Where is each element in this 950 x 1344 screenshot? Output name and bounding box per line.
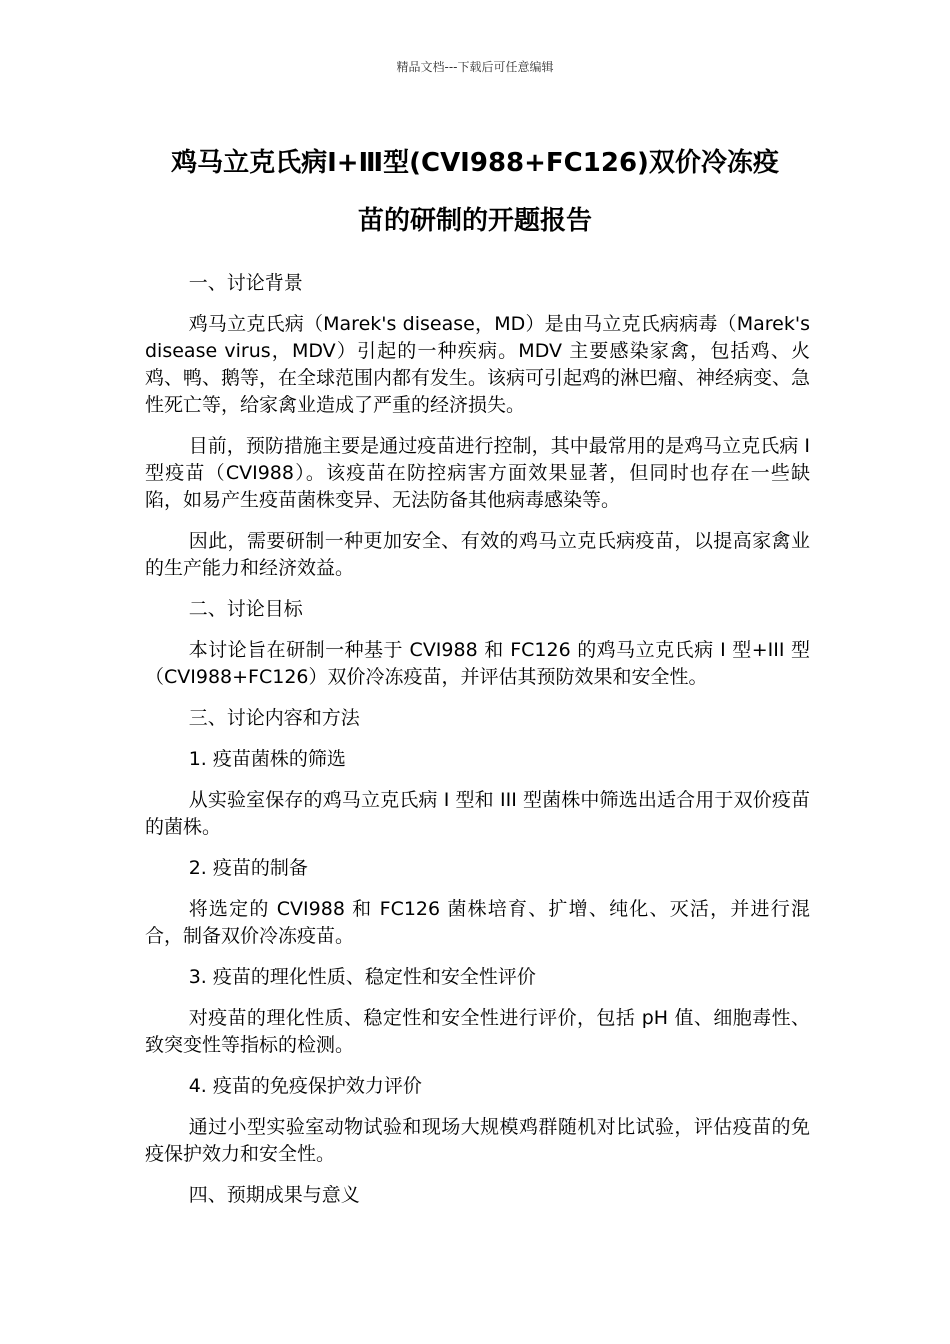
paragraph-background-1: 鸡马立克氏病（Marek's disease，MD）是由马立克氏病病毒（Marek's disease virus，MDV）引起的一种疾病。MDV 主要感染家禽，包括鸡、火鸡、鸭、鹅等，在全球范围内都有发生。该病可引起鸡的淋巴瘤、神经病变、急性死亡等，给家禽业造成了严重的经济损失。	[145, 313, 811, 416]
subheading-safety-evaluation: 3. 疫苗的理化性质、稳定性和安全性评价	[188, 966, 536, 988]
paragraph-goals: 本讨论旨在研制一种基于 CVI988 和 FC126 的鸡马立克氏病 I 型+III 型（CVI988+FC126）双价冷冻疫苗，并评估其预防效果和安全性。	[145, 639, 810, 688]
title-line-2: 苗的研制的开题报告	[357, 206, 592, 236]
subheading-strain-screening: 1. 疫苗菌株的筛选	[188, 748, 346, 770]
paragraph-background-3: 因此，需要研制一种更加安全、有效的鸡马立克氏病疫苗，以提高家禽业的生产能力和经济效益。	[145, 530, 810, 579]
section-heading-goals: 二、讨论目标	[188, 598, 303, 620]
paragraph-efficacy-evaluation: 通过小型实验室动物试验和现场大规模鸡群随机对比试验，评估疫苗的免疫保护效力和安全性。	[145, 1116, 810, 1165]
header-note: 精品文档---下载后可任意编辑	[396, 60, 554, 74]
subheading-vaccine-preparation: 2. 疫苗的制备	[188, 857, 308, 879]
document-body	[145, 270, 810, 1223]
subheading-efficacy-evaluation: 4. 疫苗的免疫保护效力评价	[188, 1075, 422, 1097]
title-line-1: 鸡马立克氏病Ⅰ+Ⅲ型(CVI988+FC126)双价冷冻疫	[171, 148, 779, 178]
section-heading-methods: 三、讨论内容和方法	[188, 707, 360, 729]
paragraph-background-2: 目前，预防措施主要是通过疫苗进行控制，其中最常用的是鸡马立克氏病 I 型疫苗（CVI988）。该疫苗在防控病害方面效果显著，但同时也存在一些缺陷，如易产生疫苗菌株变异、无法防备其他病毒感染等。	[145, 435, 810, 511]
document-title	[130, 134, 820, 250]
paragraph-strain-screening: 从实验室保存的鸡马立克氏病 I 型和 III 型菌株中筛选出适合用于双价疫苗的菌株。	[145, 789, 810, 838]
section-heading-background: 一、讨论背景	[188, 272, 303, 294]
paragraph-vaccine-preparation: 将选定的 CVI988 和 FC126 菌株培育、扩增、纯化、灭活，并进行混合，制备双价冷冻疫苗。	[145, 898, 810, 947]
section-heading-expected-results: 四、预期成果与意义	[188, 1184, 360, 1206]
paragraph-safety-evaluation: 对疫苗的理化性质、稳定性和安全性进行评价，包括 pH 值、细胞毒性、致突变性等指标的检测。	[145, 1007, 810, 1056]
